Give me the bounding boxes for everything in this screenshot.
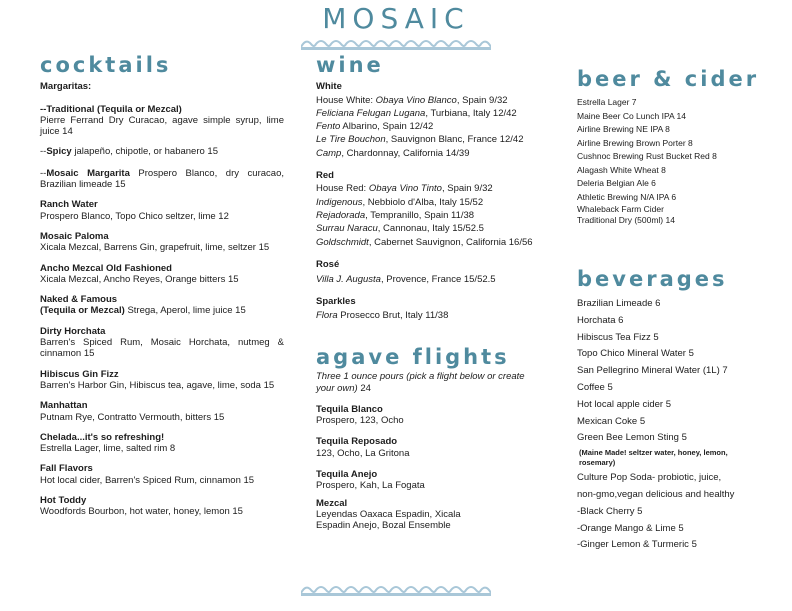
beer-item: Estrella Lager 7: [577, 97, 637, 107]
beverage-item: Green Bee Lemon Sting 5: [577, 432, 687, 444]
cocktail-name: Fall Flavors: [40, 463, 93, 475]
wine-item: Villa J. Augusta, Provence, France 15/52.5: [316, 274, 496, 286]
wine-item: Camp, Chardonnay, California 14/39: [316, 147, 470, 159]
flight-desc: Espadin Anejo, Bozal Ensemble: [316, 520, 451, 532]
cocktail-desc: Estrella Lager, lime, salted rim 8: [40, 443, 176, 455]
beverage-item: Coffee 5: [577, 381, 613, 393]
sparkles-label: Sparkles: [316, 296, 356, 308]
wine-item: Rejadorada, Tempranillo, Spain 11/38: [316, 209, 475, 221]
beverage-flavor: -Orange Mango & Lime 5: [577, 522, 684, 534]
flight-name: Tequila Blanco: [316, 403, 383, 415]
red-label: Red: [316, 170, 334, 182]
beer-column: [577, 66, 777, 226]
white-label: White: [316, 81, 342, 93]
cocktail-desc: Woodfords Bourbon, hot water, honey, lemon 15: [40, 506, 243, 518]
wine-heading: wine: [316, 53, 384, 77]
cocktail-name: Hot Toddy: [40, 495, 87, 507]
cocktail-name: Ancho Mezcal Old Fashioned: [40, 262, 172, 274]
beverage-item: Horchata 6: [577, 314, 624, 326]
wine-item: Indigenous, Nebbiolo d'Alba, Italy 15/52: [316, 196, 484, 208]
cocktail-name: Chelada...it's so refreshing!: [40, 431, 165, 443]
cocktail-name: Dirty Horchata: [40, 325, 106, 337]
beverage-flavor: -Ginger Lemon & Turmeric 5: [577, 539, 697, 551]
cocktail-item: [40, 326, 284, 360]
beverage-item: non-gmo,vegan delicious and healthy: [577, 488, 735, 500]
beverage-item: Hibiscus Tea Fizz 5: [577, 331, 659, 343]
cocktail-desc: Xicala Mezcal, Ancho Reyes, Orange bitters 15: [40, 273, 239, 285]
cocktail-item: [40, 263, 284, 286]
cocktail-name: Hibiscus Gin Fizz: [40, 368, 119, 380]
beverage-item: Brazilian Limeade 6: [577, 298, 661, 309]
beverage-flavor: -Black Cherry 5: [577, 505, 643, 517]
cocktail-item: [40, 432, 284, 455]
cocktail-name: Manhattan: [40, 400, 88, 412]
flight-desc: Prospero, 123, Ocho: [316, 415, 404, 427]
wine-item: Feliciana Felugan Lugana, Turbiana, Italy 12/42: [316, 107, 517, 119]
cocktail-desc: (Tequila or Mezcal) Strega, Aperol, lime juice 15: [40, 305, 246, 317]
beer-item: Whaleback Farm Cider: [577, 204, 664, 214]
restaurant-title: MOSAIC: [322, 2, 470, 35]
cocktail-item: [40, 463, 284, 486]
cocktail-name: Naked & Famous: [40, 294, 118, 306]
flight-name: Mezcal: [316, 497, 348, 509]
cocktail-item: [40, 231, 284, 254]
naked-famous-item: [40, 294, 284, 317]
bottom-wave-ornament: [301, 582, 491, 596]
traditional-desc: Pierre Ferrand Dry Curacao, agave simple syrup, lime juice 14: [40, 114, 284, 138]
flight-desc: 123, Ocho, La Gritona: [316, 447, 410, 459]
flight-item: [316, 404, 526, 427]
beverages-column: [577, 266, 777, 554]
wine-item: Le Tire Bouchon, Sauvignon Blanc, France 12/42: [316, 134, 524, 146]
wine-column: [316, 53, 566, 321]
cocktail-item: [40, 199, 284, 222]
beer-item: Traditional Dry (500ml) 14: [577, 215, 675, 225]
beverages-heading: beverages: [577, 267, 728, 291]
cocktails-column: [40, 53, 284, 518]
beverage-item: Culture Pop Soda- probiotic, juice,: [577, 472, 722, 484]
agave-column: [316, 345, 526, 532]
top-wave-ornament: [301, 36, 491, 50]
flight-desc: Prospero, Kah, La Fogata: [316, 480, 425, 492]
cocktails-heading: cocktails: [40, 53, 172, 77]
beverage-item: San Pellegrino Mineral Water (1L) 7: [577, 365, 728, 377]
cocktail-desc: Barren's Spiced Rum, Mosaic Horchata, nutmeg & cinnamon 15: [40, 337, 284, 360]
cocktail-name: Mosaic Paloma: [40, 230, 109, 242]
spicy-item: --Spicy jalapeño, chipotle, or habanero 15: [40, 146, 218, 158]
traditional-name: --Traditional (Tequila or Mezcal): [40, 103, 182, 115]
wine-item: House White: Obaya Vino Blanco, Spain 9/32: [316, 94, 508, 106]
wine-item: Goldschmidt, Cabernet Sauvignon, California 16/56: [316, 236, 533, 248]
flight-name: Tequila Reposado: [316, 436, 398, 448]
wine-item: Surrau Naracu, Cannonau, Italy 15/52.5: [316, 223, 484, 235]
beer-item: Maine Beer Co Lunch IPA 14: [577, 110, 686, 121]
beer-item: Airline Brewing NE IPA 8: [577, 124, 670, 134]
agave-intro: Three 1 ounce pours (pick a flight below or create your own) 24: [316, 371, 525, 394]
flight-item: [316, 498, 526, 532]
cocktail-desc: Barren's Harbor Gin, Hibiscus tea, agave, lime, soda 15: [40, 379, 275, 391]
cocktail-item: [40, 400, 284, 423]
beverage-item: Mexican Coke 5: [577, 415, 646, 427]
margaritas-label: Margaritas:: [40, 81, 92, 93]
wine-item: Flora Prosecco Brut, Italy 11/38: [316, 309, 449, 321]
beer-heading: beer & cider: [577, 67, 760, 91]
flight-item: [316, 436, 526, 459]
cocktail-desc: Prospero Blanco, Topo Chico seltzer, lime 12: [40, 210, 229, 222]
cocktail-item: [40, 495, 284, 518]
flight-desc: Leyendas Oaxaca Espadin, Xicala: [316, 508, 461, 520]
beer-item: Deleria Belgian Ale 6: [577, 178, 656, 188]
rose-label: Rosé: [316, 258, 340, 270]
wine-item: House Red: Obaya Vino Tinto, Spain 9/32: [316, 183, 493, 195]
lemon-sting-note: (Maine Made! seltzer water, honey, lemon, rosemary): [579, 448, 728, 468]
beer-item: Athletic Brewing N/A IPA 6: [577, 191, 677, 202]
beer-item: Airline Brewing Brown Porter 8: [577, 137, 693, 148]
flight-name: Tequila Anejo: [316, 469, 378, 481]
beverage-item: Topo Chico Mineral Water 5: [577, 348, 694, 360]
spicy-name: Spicy: [46, 146, 72, 158]
cocktail-name: Ranch Water: [40, 199, 98, 211]
cocktail-desc: Xicala Mezcal, Barrens Gin, grapefruit, lime, seltzer 15: [40, 242, 270, 254]
mosaic-margarita-desc: Prospero Blanco, dry curacao, Brazilian limeade 15: [40, 167, 284, 191]
wine-item: Fento Albarino, Spain 12/42: [316, 121, 434, 133]
mosaic-margarita-item: --Mosaic Margarita Prospero Blanco, dry curacao, Brazilian limeade 15: [40, 167, 284, 191]
beer-item: Cushnoc Brewing Rust Bucket Red 8: [577, 151, 717, 161]
cocktail-desc: Putnam Rye, Contratto Vermouth, bitters 15: [40, 411, 225, 423]
mosaic-margarita-name: Mosaic Margarita: [46, 167, 130, 179]
agave-heading: agave flights: [316, 345, 510, 369]
cocktail-desc: Hot local cider, Barren's Spiced Rum, cinnamon 15: [40, 474, 255, 486]
spicy-desc: jalapeño, chipotle, or habanero 15: [71, 146, 218, 158]
beer-item: Alagash White Wheat 8: [577, 164, 666, 175]
beverage-item: Hot local apple cider 5: [577, 398, 671, 410]
cocktail-item: [40, 369, 284, 392]
flight-item: [316, 469, 526, 492]
